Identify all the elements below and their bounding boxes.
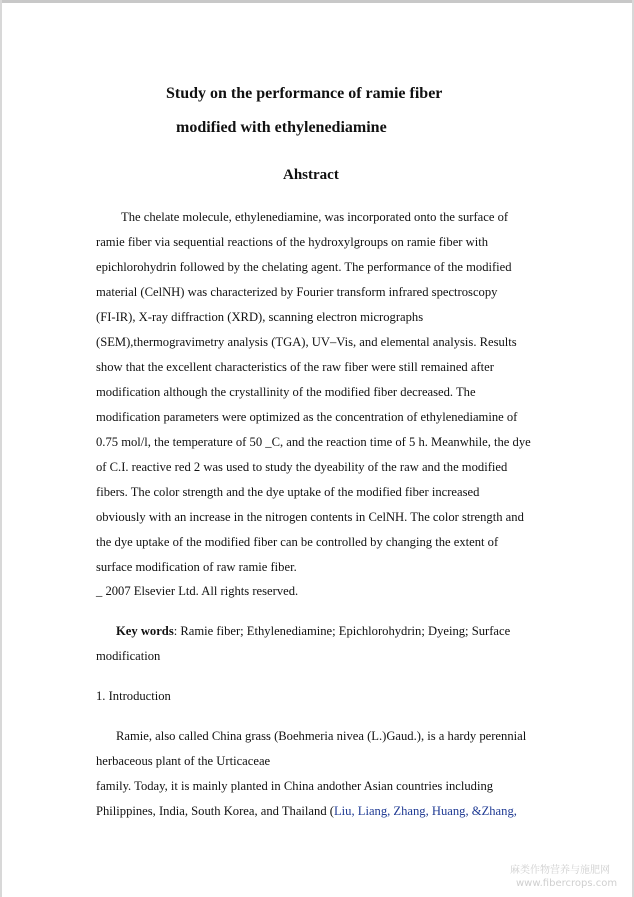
watermark-url: www.fibercrops.com [516,878,618,889]
keywords-line [116,623,510,639]
abstract-line: obviously with an increase in the nitrogen contents in CelNH. The color strength and [96,510,524,524]
abstract-line: (SEM),thermogravimetry analysis (TGA), UV–Vis, and elemental analysis. Results [96,335,517,349]
intro-line: Ramie, also called China grass (Boehmeria nivea (L.)Gaud.), is a hardy perennial [116,729,527,743]
intro-line: family. Today, it is mainly planted in China andother Asian countries including [96,779,494,793]
page-top-border [0,0,634,3]
abstract-line: the dye uptake of the modified fiber can be controlled by changing the extent of [96,535,499,549]
abstract-line: modification although the crystallinity of the modified fiber decreased. The [96,385,476,399]
abstract-line: show that the excellent characteristics of the raw fiber were still remained after [96,360,494,374]
intro-line: herbaceous plant of the Urticaceae [96,754,271,768]
abstract-line: of C.I. reactive red 2 was used to study the dyeability of the raw and the modified [96,460,508,474]
abstract-heading: Ahstract [283,167,339,183]
intro-line [96,803,517,819]
abstract-line: ramie fiber via sequential reactions of the hydroxylgroups on ramie fiber with [96,235,489,249]
intro-line-text: Philippines, India, South Korea, and Thailand ( [96,804,334,818]
abstract-line: (FI-IR), X-ray diffraction (XRD), scanning electron micrographs [96,310,424,324]
abstract-line: The chelate molecule, ethylenediamine, was incorporated onto the surface of [121,210,509,224]
page-left-border [0,0,2,897]
paper-title-line-1: Study on the performance of ramie fiber [166,85,443,102]
keywords-line-2: modification [96,649,161,663]
copyright-line: _ 2007 Elsevier Ltd. All rights reserved. [96,584,299,598]
abstract-line: epichlorohydrin followed by the chelating agent. The performance of the modified [96,260,512,274]
paper-title-line-2: modified with ethylenediamine [176,119,387,136]
abstract-line: surface modification of raw ramie fiber. [96,560,297,574]
keywords-text: : Ramie fiber; Ethylenediamine; Epichlorohydrin; Dyeing; Surface [173,624,511,638]
keywords-label: Key words [116,624,174,638]
abstract-line: modification parameters were optimized as the concentration of ethylenediamine of [96,410,518,424]
watermark-text: 麻类作物营养与施肥网 [510,865,610,876]
abstract-line: fibers. The color strength and the dye uptake of the modified fiber increased [96,485,480,499]
abstract-line: material (CelNH) was characterized by Fourier transform infrared spectroscopy [96,285,498,299]
introduction-heading: 1. Introduction [96,689,171,703]
citation-link[interactable]: Liu, Liang, Zhang, Huang, &Zhang, [333,804,517,818]
abstract-line: 0.75 mol/l, the temperature of 50 _C, and the reaction time of 5 h. Meanwhile, the dye [96,435,531,449]
